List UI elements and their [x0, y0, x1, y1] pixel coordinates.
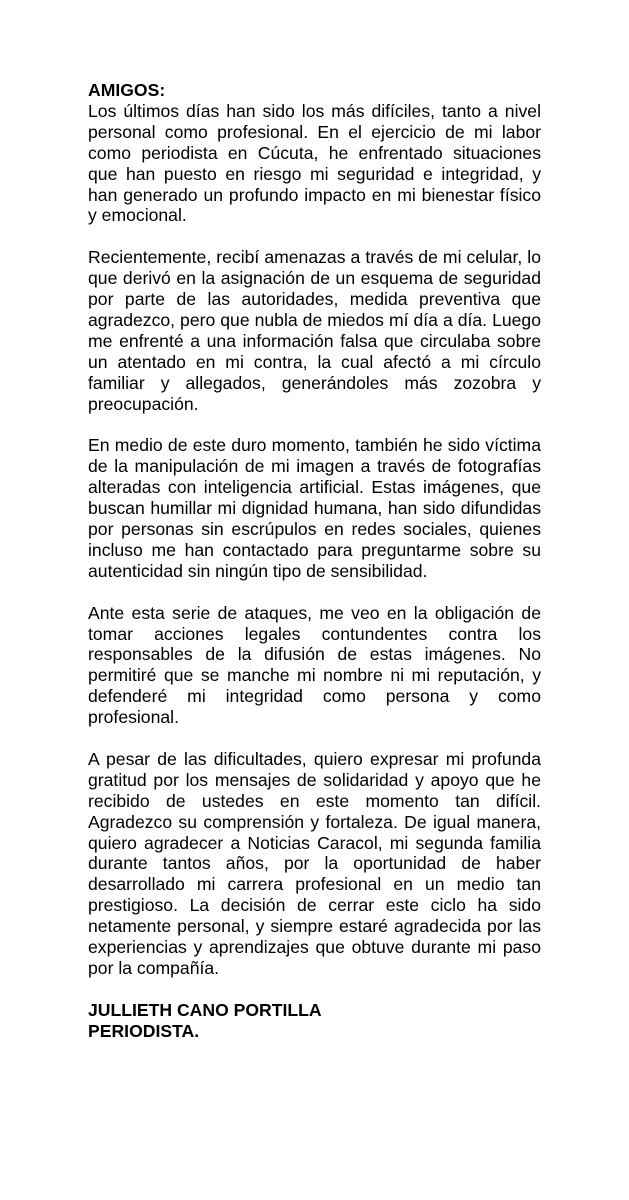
paragraph-2: Recientemente, recibí amenazas a través de mi celular, lo que derivó en la asignación de un esquema de seguridad por parte de las autoridades, medida preventiva que agradezco, pero que nubla de miedos mí día a día. Luego me enfrenté a una información falsa que circulaba sobre un atentado en mi contra, la cual afectó a mi círculo familiar y allegados, generándoles más zozobra y preocupación. [88, 247, 541, 414]
paragraph-5: A pesar de las dificultades, quiero expresar mi profunda gratitud por los mensajes de solidaridad y apoyo que he recibido de ustedes en este momento tan difícil. Agradezco su comprensión y fortaleza. De igual manera, quiero agradecer a Noticias Caracol, mi segunda familia durante tantos años, por la oportunidad de haber desarrollado mi carrera profesional en un medio tan prestigioso. La decisión de cerrar este ciclo ha sido netamente personal, y siempre estaré agradecida por las experiencias y aprendizajes que obtuve durante mi paso por la compañía. [88, 748, 541, 978]
paragraph-1: Los últimos días han sido los más difíciles, tanto a nivel personal como profesional. En el ejercicio de mi labor como periodista en Cúcuta, he enfrentado situaciones que han puesto en riesgo mi seguridad e integridad, y han generado un profundo impacto en mi bienestar físico y emocional. [88, 100, 541, 226]
paragraph-4: Ante esta serie de ataques, me veo en la obligación de tomar acciones legales contundentes contra los responsables de la difusión de estas imágenes. No permitiré que se manche mi nombre ni mi reputación, y defenderé mi integridad como persona y como profesional. [88, 602, 541, 728]
signature-title: PERIODISTA. [88, 1020, 200, 1041]
paragraph-3: En medio de este duro momento, también he sido víctima de la manipulación de mi imagen a través de fotografías alteradas con inteligencia artificial. Estas imágenes, que buscan humillar mi dignidad humana, han sido difundidas por personas sin escrúpulos en redes sociales, quienes incluso me han contactado para preguntarme sobre su autenticidad sin ningún tipo de sensibilidad. [88, 435, 541, 581]
signature-name: JULLIETH CANO PORTILLA [88, 999, 322, 1020]
letter [88, 80, 541, 1042]
letter-greeting: AMIGOS: [88, 80, 166, 100]
signature-block [88, 1000, 541, 1042]
